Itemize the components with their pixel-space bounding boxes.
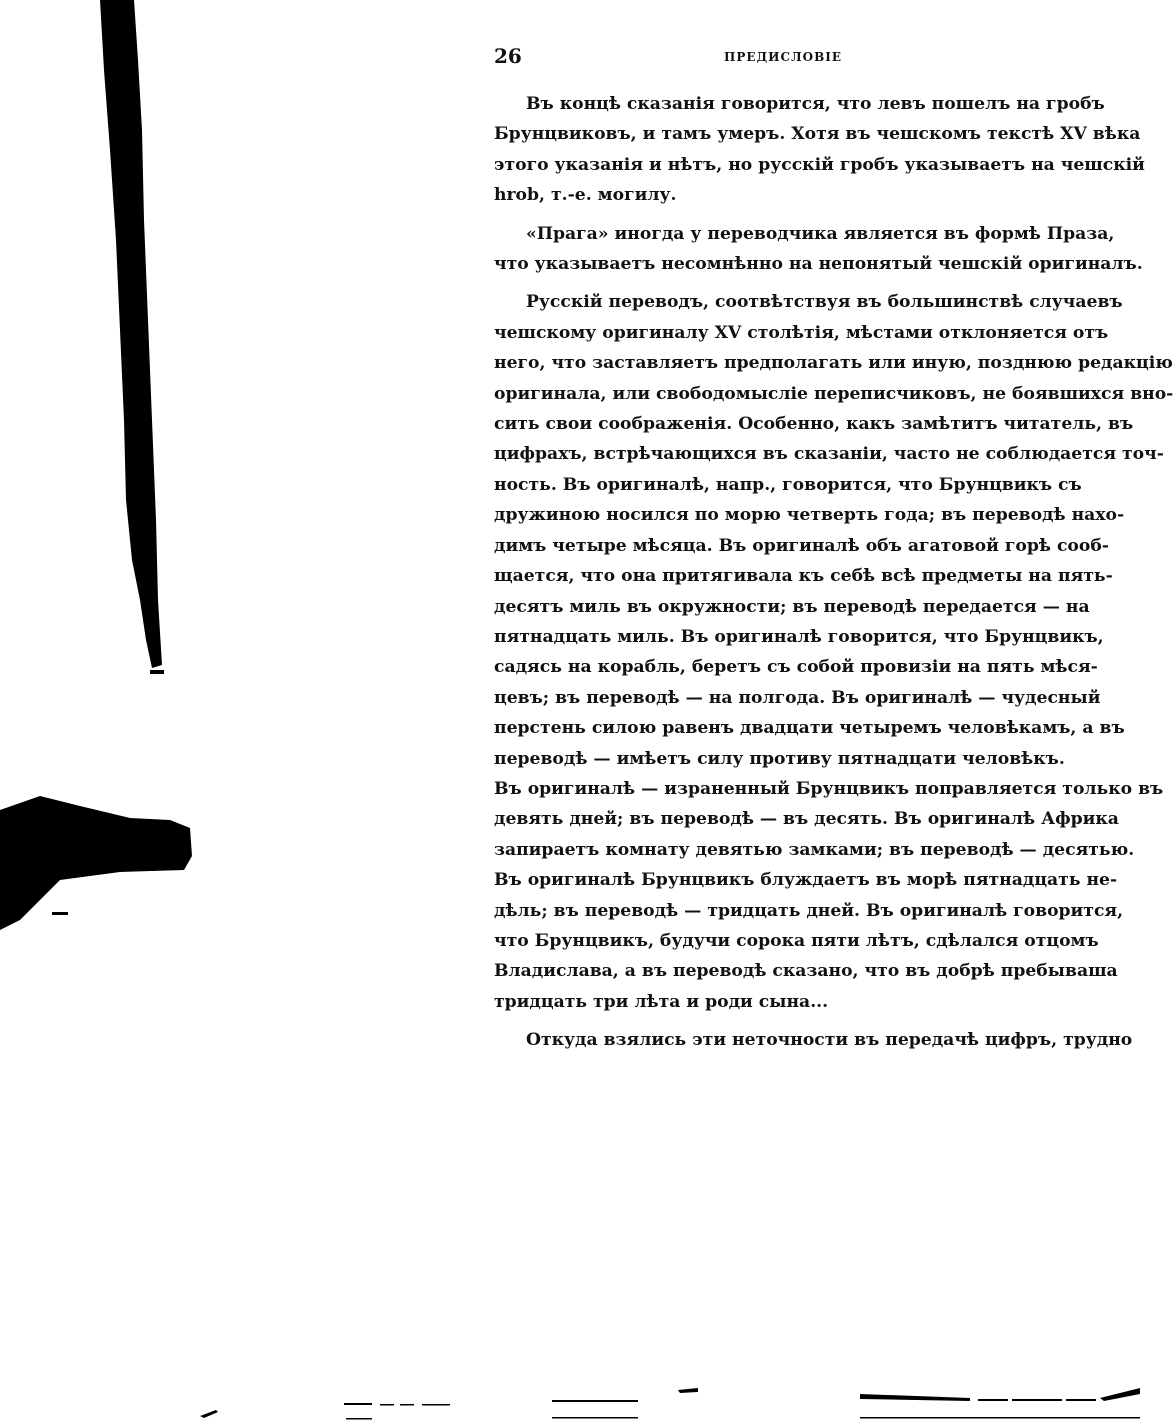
text-line: дружиною носился по морю четверть года; въ переводѣ нахо- xyxy=(494,505,1125,526)
text-line: тридцать три лѣта и роди сына... xyxy=(494,991,829,1012)
text-line: что Брунцвикъ, будучи сорока пяти лѣтъ, сдѣлался отцомъ xyxy=(494,930,1099,951)
text-line: пятнадцать миль. Въ оригиналѣ говорится, что Брунцвикъ, xyxy=(494,626,1104,647)
text-line: цевъ; въ переводѣ — на полгода. Въ оригиналѣ — чудесный xyxy=(494,687,1101,708)
text-line: садясь на корабль, беретъ съ собой провизіи на пять мѣся- xyxy=(494,657,1098,678)
page-header xyxy=(494,44,1044,74)
text-line: ность. Въ оригиналѣ, напр., говорится, что Брунцвикъ съ xyxy=(494,474,1082,495)
text-line: него, что заставляетъ предполагать или иную, позднюю редакцію xyxy=(494,353,1173,374)
text-line: запираетъ комнату девятью замками; въ переводѣ — десятью. xyxy=(494,839,1135,860)
paragraph xyxy=(494,219,1143,280)
text-line: Въ оригиналѣ — израненный Брунцвикъ поправляется только въ xyxy=(494,778,1164,799)
paragraph xyxy=(494,89,1145,211)
text-line: перстень силою равенъ двадцати четыремъ человѣкамъ, а въ xyxy=(494,718,1125,739)
text-line: щается, что она притягивала къ себѣ всѣ предметы на пять- xyxy=(494,566,1113,587)
text-line: этого указанія и нѣтъ, но русскій гробъ указываетъ на чешскій xyxy=(494,154,1145,175)
running-head: ПРЕДИСЛОВІЕ xyxy=(724,50,843,64)
text-line: Въ оригиналѣ Брунцвикъ блуждаетъ въ морѣ пятнадцать не- xyxy=(494,870,1118,891)
text-line: девять дней; въ переводѣ — въ десять. Въ оригиналѣ Африка xyxy=(494,809,1119,830)
text-line: Владислава, а въ переводѣ сказано, что въ добрѣ пребываша xyxy=(494,961,1118,982)
text-line: цифрахъ, встрѣчающихся въ сказаніи, часто не соблюдается точ- xyxy=(494,444,1164,465)
text-line: что указываетъ несомнѣнно на непонятый чешскій оригиналъ. xyxy=(494,254,1143,275)
text-line: Русскій переводъ, соотвѣтствуя въ большинствѣ случаевъ xyxy=(526,292,1123,313)
scan-bottom-lines xyxy=(0,1370,1140,1420)
paragraph xyxy=(494,287,1173,1017)
text-line: дѣль; въ переводѣ — тридцать дней. Въ оригиналѣ говорится, xyxy=(494,900,1124,921)
text-line: чешскому оригиналу XV столѣтія, мѣстами отклоняется отъ xyxy=(494,322,1109,343)
text-body xyxy=(494,89,1173,1064)
text-line: Въ концѣ сказанія говорится, что левъ пошелъ на гробъ xyxy=(526,94,1105,114)
text-line: десятъ миль въ окружности; въ переводѣ передается — на xyxy=(494,596,1090,617)
page-number: 26 xyxy=(494,44,522,68)
text-line: оригинала, или свободомысліе переписчиковъ, не боявшихся вно- xyxy=(494,383,1173,404)
text-line: Откуда взялись эти неточности въ передачѣ цифръ, трудно xyxy=(526,1030,1133,1051)
text-line: Брунцвиковъ, и тамъ умеръ. Хотя въ чешскомъ текстѣ XV вѣка xyxy=(494,124,1141,145)
text-line: переводѣ — имѣетъ силу противу пятнадцати человѣкъ. xyxy=(494,748,1065,769)
text-line: сить свои соображенія. Особенно, какъ замѣтитъ читатель, въ xyxy=(494,414,1134,435)
scan-binding-shadow xyxy=(0,0,220,1420)
text-line: «Прага» иногда у переводчика является въ формѣ Праза, xyxy=(526,223,1115,244)
text-line: hrob, т.-е. могилу. xyxy=(494,185,677,206)
paragraph xyxy=(494,1025,1133,1055)
text-line: димъ четыре мѣсяца. Въ оригиналѣ объ агатовой горѣ сооб- xyxy=(494,535,1109,556)
